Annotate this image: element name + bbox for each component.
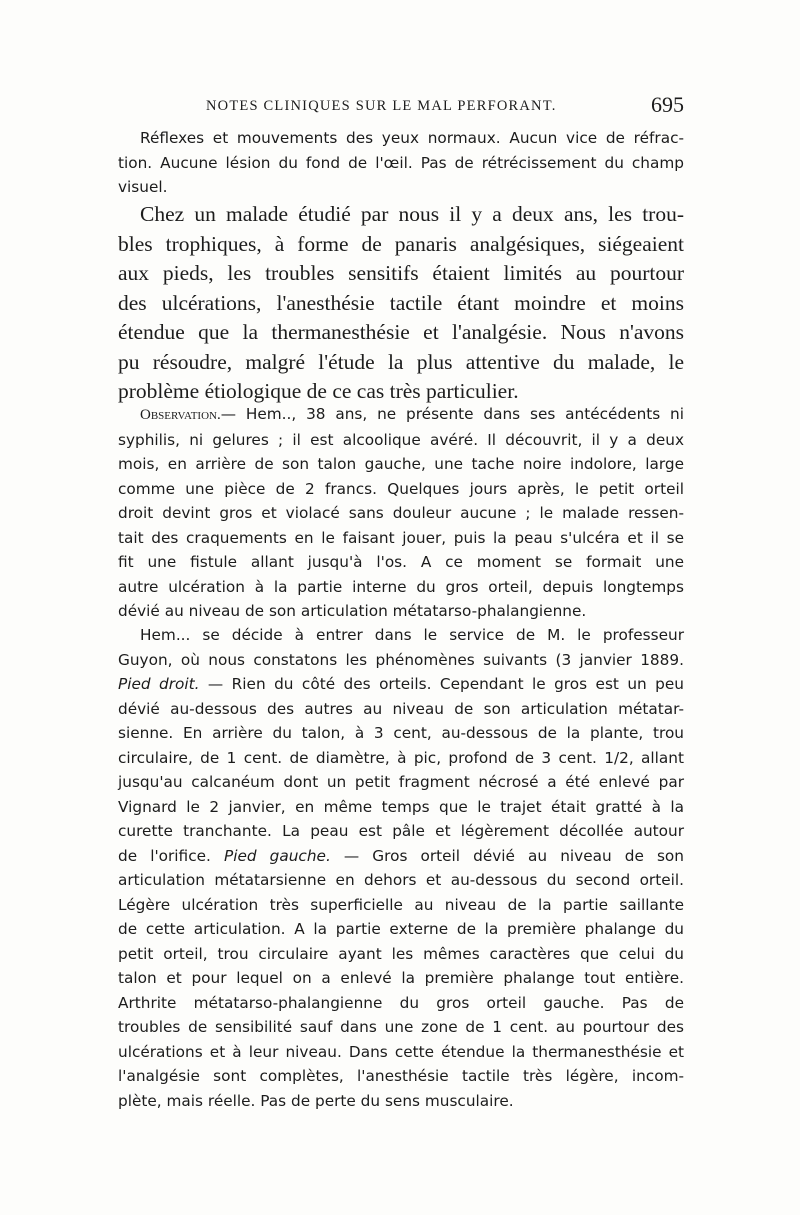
text-line: troubles de sensibilité sauf dans une zone de 1 cent. au pourtour des xyxy=(118,1018,684,1036)
page-number: 695 xyxy=(651,92,684,117)
paragraph-case-discussion xyxy=(118,200,684,407)
text-line: Légère ulcération très superficielle au niveau de la partie saillante xyxy=(118,895,684,914)
text-line: petit orteil, trou circulaire ayant les mêmes caractères que celui du xyxy=(118,944,684,963)
text-line xyxy=(118,844,684,869)
text-line: problème étiologique de ce cas très particulier. xyxy=(118,379,519,403)
text-line: Arthrite métatarso-phalangienne du gros orteil gauche. Pas de xyxy=(118,993,684,1012)
text-line: aux pieds, les troubles sensitifs étaient limités au pourtour xyxy=(118,261,684,285)
paragraph-reflexes xyxy=(118,126,684,200)
text-line: dévié au niveau de son articulation métatarso-phalangienne. xyxy=(118,602,587,620)
text-line: droit devint gros et violacé sans douleur aucune ; le malade ressen- xyxy=(118,504,684,522)
text-line: dévié au-dessous des autres au niveau de son articulation métatar- xyxy=(118,699,684,718)
text-line: articulation métatarsienne en dehors et au-dessous du second orteil. xyxy=(118,871,684,889)
text-line: de cette articulation. A la partie externe de la première phalange du xyxy=(118,920,684,938)
text-line: mois, en arrière de son talon gauche, une tache noire indolore, large xyxy=(118,455,684,473)
text-line: Réflexes et mouvements des yeux normaux. Aucun vice de réfrac- xyxy=(140,129,684,147)
text-line xyxy=(118,672,684,697)
text-line: curette tranchante. La peau est pâle et légèrement décollée autour xyxy=(118,822,684,840)
text-line: comme une pièce de 2 francs. Quelques jours après, le petit orteil xyxy=(118,479,684,498)
text-line xyxy=(118,402,684,428)
pied-gauche-heading: Pied gauche. xyxy=(223,846,331,865)
pied-gauche-lead: de l'orifice. xyxy=(118,846,224,865)
clinical-findings-paragraph xyxy=(118,623,684,1113)
text-line: jusqu'au calcanéum dont un petit fragment nécrosé a été enlevé par xyxy=(118,773,684,791)
text-line: Vignard le 2 janvier, en même temps que le trajet était gratté à la xyxy=(118,797,684,816)
text-line: tion. Aucune lésion du fond de l'œil. Pas de rétrécissement du champ xyxy=(118,153,684,172)
text-line: plète, mais réelle. Pas de perte du sens musculaire. xyxy=(118,1091,514,1110)
text-line: syphilis, ni gelures ; il est alcoolique avéré. Il découvrit, il y a deux xyxy=(118,430,684,449)
text-line: fit une fistule allant jusqu'à l'os. A ce moment se formait une xyxy=(118,553,684,571)
observation-label: Observation. xyxy=(140,407,221,423)
text-line: circulaire, de 1 cent. de diamètre, à pic, profond de 3 cent. 1/2, allant xyxy=(118,748,684,767)
text-line: des ulcérations, l'anesthésie tactile étant moindre et moins xyxy=(118,290,684,315)
text-line: pu résoudre, malgré l'étude la plus attentive du malade, le xyxy=(118,349,684,374)
text-line: talon et pour lequel on a enlevé la première phalange tout entière. xyxy=(118,969,684,987)
text-line: tait des craquements en le faisant jouer, puis la peau s'ulcéra et il se xyxy=(118,528,684,547)
text-line: l'analgésie sont complètes, l'anesthésie tactile très légère, incom- xyxy=(118,1067,684,1085)
text-line: étendue que la thermanesthésie et l'analgésie. Nous n'avons xyxy=(118,320,684,344)
text-line: Hem... se décide à entrer dans le service de M. le professeur xyxy=(140,626,684,644)
pied-droit-heading: Pied droit. xyxy=(118,675,200,693)
text-line: Chez un malade étudié par nous il y a deux ans, les trou- xyxy=(140,202,684,226)
text-line: bles trophiques, à forme de panaris analgésiques, siégeaient xyxy=(118,231,684,256)
observation-paragraph xyxy=(118,402,684,624)
pied-droit-text: — Rien du côté des orteils. Cependant le gros est un peu xyxy=(199,675,684,693)
text-line: ulcérations et à leur niveau. Dans cette étendue la thermanesthésie et xyxy=(118,1042,684,1061)
text-line: sienne. En arrière du talon, à 3 cent, au-dessous de la plante, trou xyxy=(118,724,684,742)
pied-gauche-text: — Gros orteil dévié au niveau de son xyxy=(330,846,684,865)
text-line: autre ulcération à la partie interne du gros orteil, depuis longtemps xyxy=(118,577,684,596)
observation-first-line: — Hem.., 38 ans, ne présente dans ses antécédents ni xyxy=(220,405,684,423)
page-header xyxy=(118,92,684,122)
text-line: Guyon, où nous constatons les phénomènes suivants (3 janvier 1889. xyxy=(118,650,684,669)
running-head: NOTES CLINIQUES SUR LE MAL PERFORANT. xyxy=(206,98,557,114)
text-line: visuel. xyxy=(118,178,168,196)
